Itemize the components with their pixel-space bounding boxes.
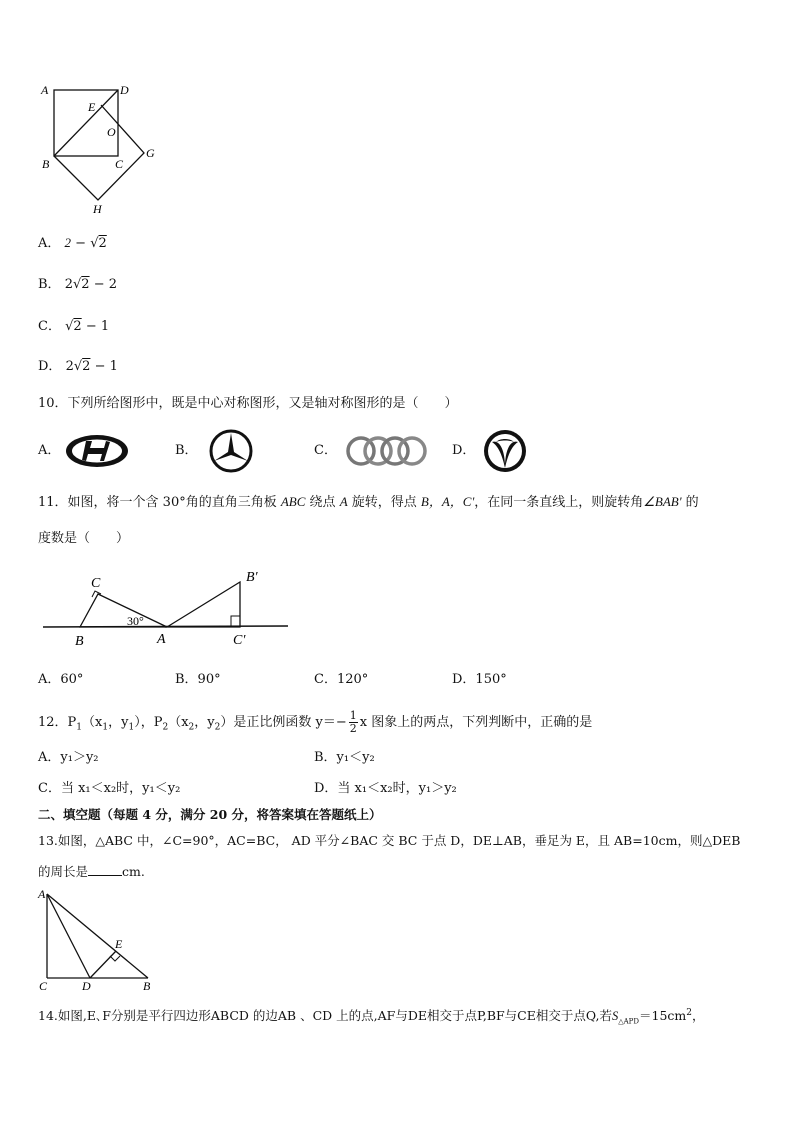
label-B-prime: B′ bbox=[246, 570, 258, 585]
label-C-prime: C′ bbox=[233, 633, 246, 648]
q13-line1: 13.如图，△ABC 中，∠C=90°，AC=BC， AD 平分∠BAC 交 BC 于点 D，DE⊥AB，垂足为 E，且 AB=10cm，则△DEB bbox=[38, 833, 741, 848]
q11-option-d[interactable]: D．150° bbox=[452, 672, 507, 687]
q9-option-d[interactable]: D． 2√2 − 1 bbox=[38, 359, 118, 374]
triangle-figure bbox=[36, 886, 160, 994]
q14-stem: 14.如图,E､F分别是平行四边形ABCD 的边AB 、CD 上的点,AF与DE相交于点P,BF与CE相交于点Q,若$S_{\triangle APD}=15cm^2$， bbox=[38, 1008, 705, 1026]
sqrt-icon: √ bbox=[72, 277, 82, 292]
label-C: C bbox=[39, 979, 48, 993]
q11-option-a[interactable]: A．60° bbox=[38, 672, 84, 687]
audi-logo-icon[interactable] bbox=[344, 434, 432, 468]
q13-line2: 的周长是 cm. bbox=[38, 864, 145, 879]
q12-option-c[interactable]: C．当 x₁＜x₂时，y₁＜y₂ bbox=[38, 781, 181, 796]
dongfeng-logo-icon[interactable] bbox=[482, 428, 528, 474]
label-A: A bbox=[41, 83, 49, 97]
q12-stem: 12．$P_1(x_1$，$y_1$），$P_2(x_2$，$y_2$）是正比例函数 y＝− $\frac{1}{2}$ x 图象上的两点，下列判断中，正确的是 bbox=[38, 709, 593, 735]
q11-line2: 度数是（ ） bbox=[38, 531, 130, 546]
q10-stem: 10．下列所给图形中，既是中心对称图形，又是轴对称图形的是（ ） bbox=[38, 396, 458, 411]
label-E: E bbox=[88, 100, 96, 114]
q12-option-a[interactable]: A．y₁＞y₂ bbox=[38, 750, 99, 765]
label-C: C bbox=[91, 576, 101, 591]
mercedes-logo-icon[interactable] bbox=[208, 428, 254, 474]
sqrt-icon: √ bbox=[73, 359, 83, 374]
label-A: A bbox=[38, 887, 46, 901]
label-B: B bbox=[42, 157, 50, 171]
label-B: B bbox=[75, 634, 84, 649]
q9-option-c[interactable]: C． √2 − 1 bbox=[38, 319, 110, 334]
rotation-figure bbox=[40, 560, 292, 650]
label-D: D bbox=[120, 83, 129, 97]
label-O: O bbox=[107, 125, 116, 139]
label-E: E bbox=[115, 937, 123, 951]
q12-option-d[interactable]: D．当 x₁＜x₂时，y₁＞y₂ bbox=[314, 781, 457, 796]
label-C: C bbox=[115, 157, 124, 171]
q10-option-a-label[interactable]: A． bbox=[38, 443, 61, 458]
label-30deg: 30° bbox=[127, 614, 144, 628]
label-A: A bbox=[157, 632, 166, 647]
hyundai-logo-icon[interactable] bbox=[64, 432, 130, 470]
q10-option-b-label[interactable]: B． bbox=[175, 443, 198, 458]
label-G: G bbox=[146, 146, 155, 160]
q10-option-d-label[interactable]: D． bbox=[452, 443, 476, 458]
q12-option-b[interactable]: B．y₁＜y₂ bbox=[314, 750, 375, 765]
label-H: H bbox=[93, 202, 102, 216]
q10-option-c-label[interactable]: C． bbox=[314, 443, 337, 458]
square-figure bbox=[38, 80, 168, 220]
q9-option-a[interactable]: A． 2 − √2 bbox=[38, 235, 107, 251]
q11-line1: 11．如图，将一个含 30°角的直角三角板 ABC 绕点 A 旋转，得点 B，A，C'，在同一条直线上，则旋转角∠BAB' 的 bbox=[38, 494, 699, 510]
q9-option-b[interactable]: B． 2√2 − 2 bbox=[38, 277, 118, 292]
fraction: $\frac{1}{2}$ bbox=[349, 709, 357, 735]
sqrt-icon: √ bbox=[90, 236, 99, 251]
label-B: B bbox=[143, 979, 151, 993]
q11-option-b[interactable]: B．90° bbox=[175, 672, 221, 687]
answer-blank[interactable] bbox=[88, 863, 122, 876]
q11-option-c[interactable]: C．120° bbox=[314, 672, 369, 687]
label-D: D bbox=[82, 979, 91, 993]
sqrt-icon: √ bbox=[65, 319, 74, 334]
section-title: 二、填空题（每题 4 分，满分 20 分，将答案填在答题纸上） bbox=[38, 807, 382, 822]
